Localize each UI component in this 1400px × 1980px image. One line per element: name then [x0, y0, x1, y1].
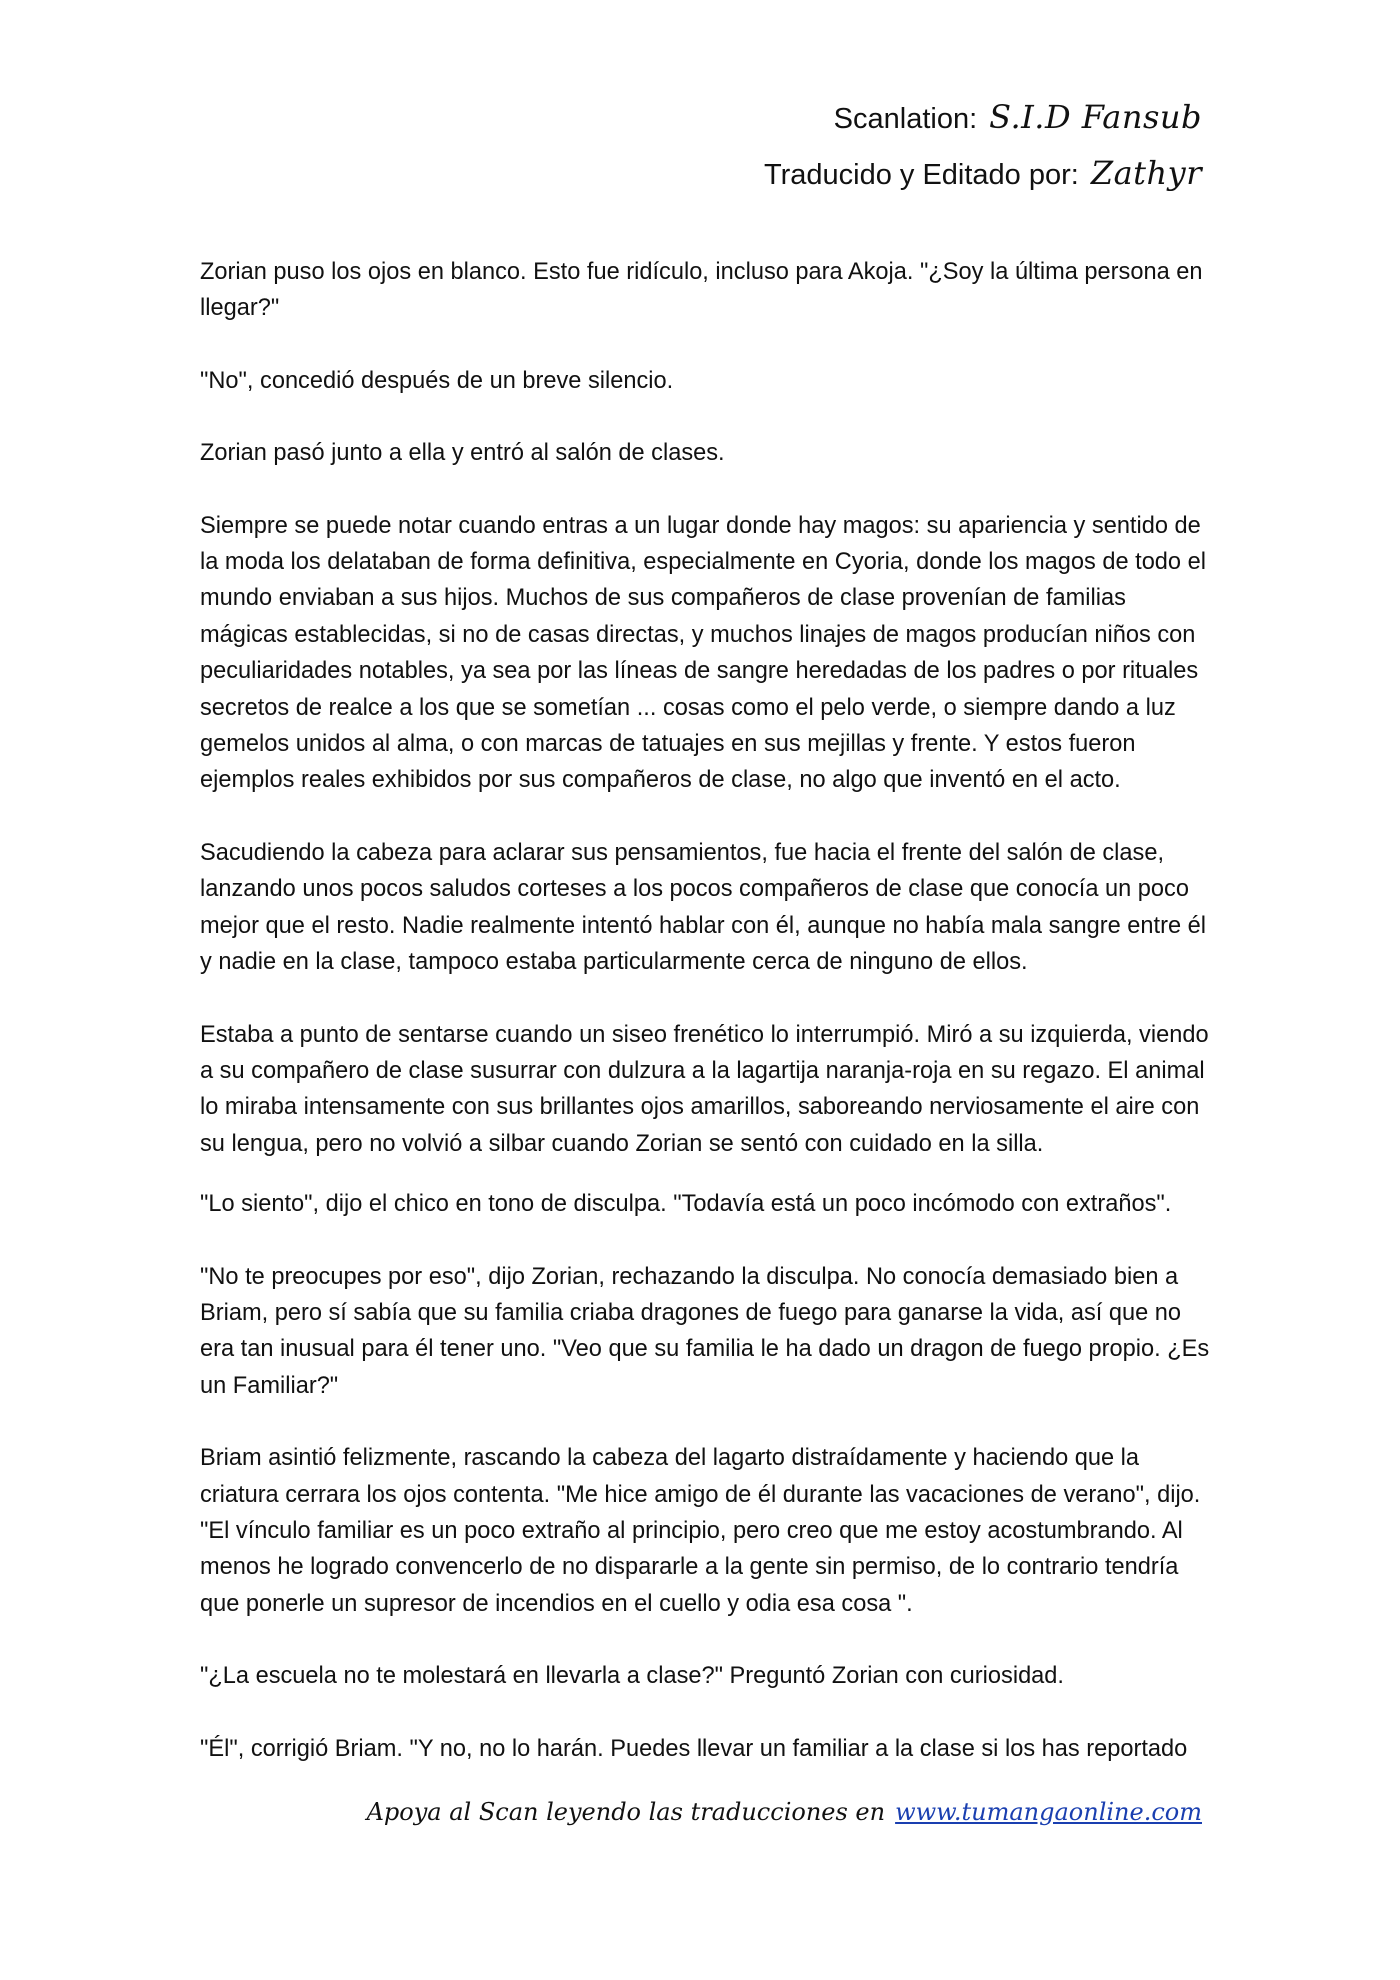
- paragraph: Zorian puso los ojos en blanco. Esto fue ridículo, incluso para Akoja. "¿Soy la última persona en llegar?": [200, 259, 1203, 322]
- paragraph: "Lo siento", dijo el chico en tono de disculpa. "Todavía está un poco incómodo con extraños".: [200, 1191, 1172, 1218]
- paragraph: Sacudiendo la cabeza para aclarar sus pensamientos, fue hacia el frente del salón de clase, lanzando unos pocos saludos corteses a los pocos compañeros de clase que conocía un poco mejor que el resto. Nadie realmente intentó hablar con él, aunque no había mala sangre entre él y nadie en la clase, tampoco estaba particularmente cerca de ninguno de ellos.: [200, 839, 1206, 976]
- translator-label: Traducido y Editado por:: [763, 159, 1079, 191]
- translator-name: Zathyr: [1090, 154, 1202, 192]
- document-body: [200, 254, 1210, 1803]
- paragraph: "No", concedió después de un breve silencio.: [200, 367, 674, 394]
- paragraph: Zorian pasó junto a ella y entró al salón de clases.: [200, 440, 725, 467]
- scanlation-group-name: S.I.D Fansub: [989, 98, 1202, 136]
- paragraph: Briam asintió felizmente, rascando la cabeza del lagarto distraídamente y haciendo que la criatura cerrara los ojos contenta. "Me hice amigo de él durante las vacaciones de verano", dijo. "El vínculo familiar es un poco extraño al principio, pero creo que me estoy acostumbrando. Al menos he logrado convencerlo de no dispararle a la gente sin permiso, de lo contrario tendría que ponerle un supresor de incendios en el cuello y odia esa cosa ".: [200, 1445, 1201, 1617]
- footer-text: Apoya al Scan leyendo las traducciones en: [366, 1798, 886, 1826]
- translator-credit: [764, 146, 1202, 202]
- credits-header: [764, 90, 1202, 202]
- paragraph: "No te preocupes por eso", dijo Zorian, rechazando la disculpa. No conocía demasiado bien a Briam, pero sí sabía que su familia criaba dragones de fuego para ganarse la vida, así que no era tan inusual para él tener uno. "Veo que su familia le ha dado un dragon de fuego propio. ¿Es un Familiar?": [200, 1263, 1210, 1399]
- paragraph: "Él", corrigió Briam. "Y no, no lo harán. Puedes llevar un familiar a la clase si los has reportado: [200, 1735, 1188, 1762]
- footer-note: [367, 1798, 1202, 1826]
- paragraph: Siempre se puede notar cuando entras a un lugar donde hay magos: su apariencia y sentido de la moda los delataban de forma definitiva, especialmente en Cyoria, donde los magos de todo el mundo enviaban a sus hijos. Muchos de sus compañeros de clase provenían de familias mágicas establecidas, si no de casas directas, y muchos linajes de magos producían niños con peculiaridades notables, ya sea por las líneas de sangre heredadas de los padres o por rituales secretos de realce a los que se sometían ... cosas como el pelo verde, o siempre dando a luz gemelos unidos al alma, o con marcas de tatuajes en sus mejillas y frente. Y estos fueron ejemplos reales exhibidos por sus compañeros de clase, no algo que inventó en el acto.: [200, 512, 1206, 794]
- scanlation-label: Scanlation:: [833, 103, 978, 135]
- paragraph: "¿La escuela no te molestará en llevarla a clase?" Preguntó Zorian con curiosidad.: [200, 1663, 1064, 1690]
- footer-link[interactable]: www.tumangaonline.com: [895, 1798, 1202, 1826]
- paragraph: Estaba a punto de sentarse cuando un siseo frenético lo interrumpió. Miró a su izquierda, viendo a su compañero de clase susurrar con dulzura a la lagartija naranja-roja en su regazo. El animal lo miraba intensamente con sus brillantes ojos amarillos, saboreando nerviosamente el aire con su lengua, pero no volvió a silbar cuando Zorian se sentó con cuidado en la silla.: [200, 1021, 1209, 1157]
- scanlation-credit: [764, 90, 1202, 146]
